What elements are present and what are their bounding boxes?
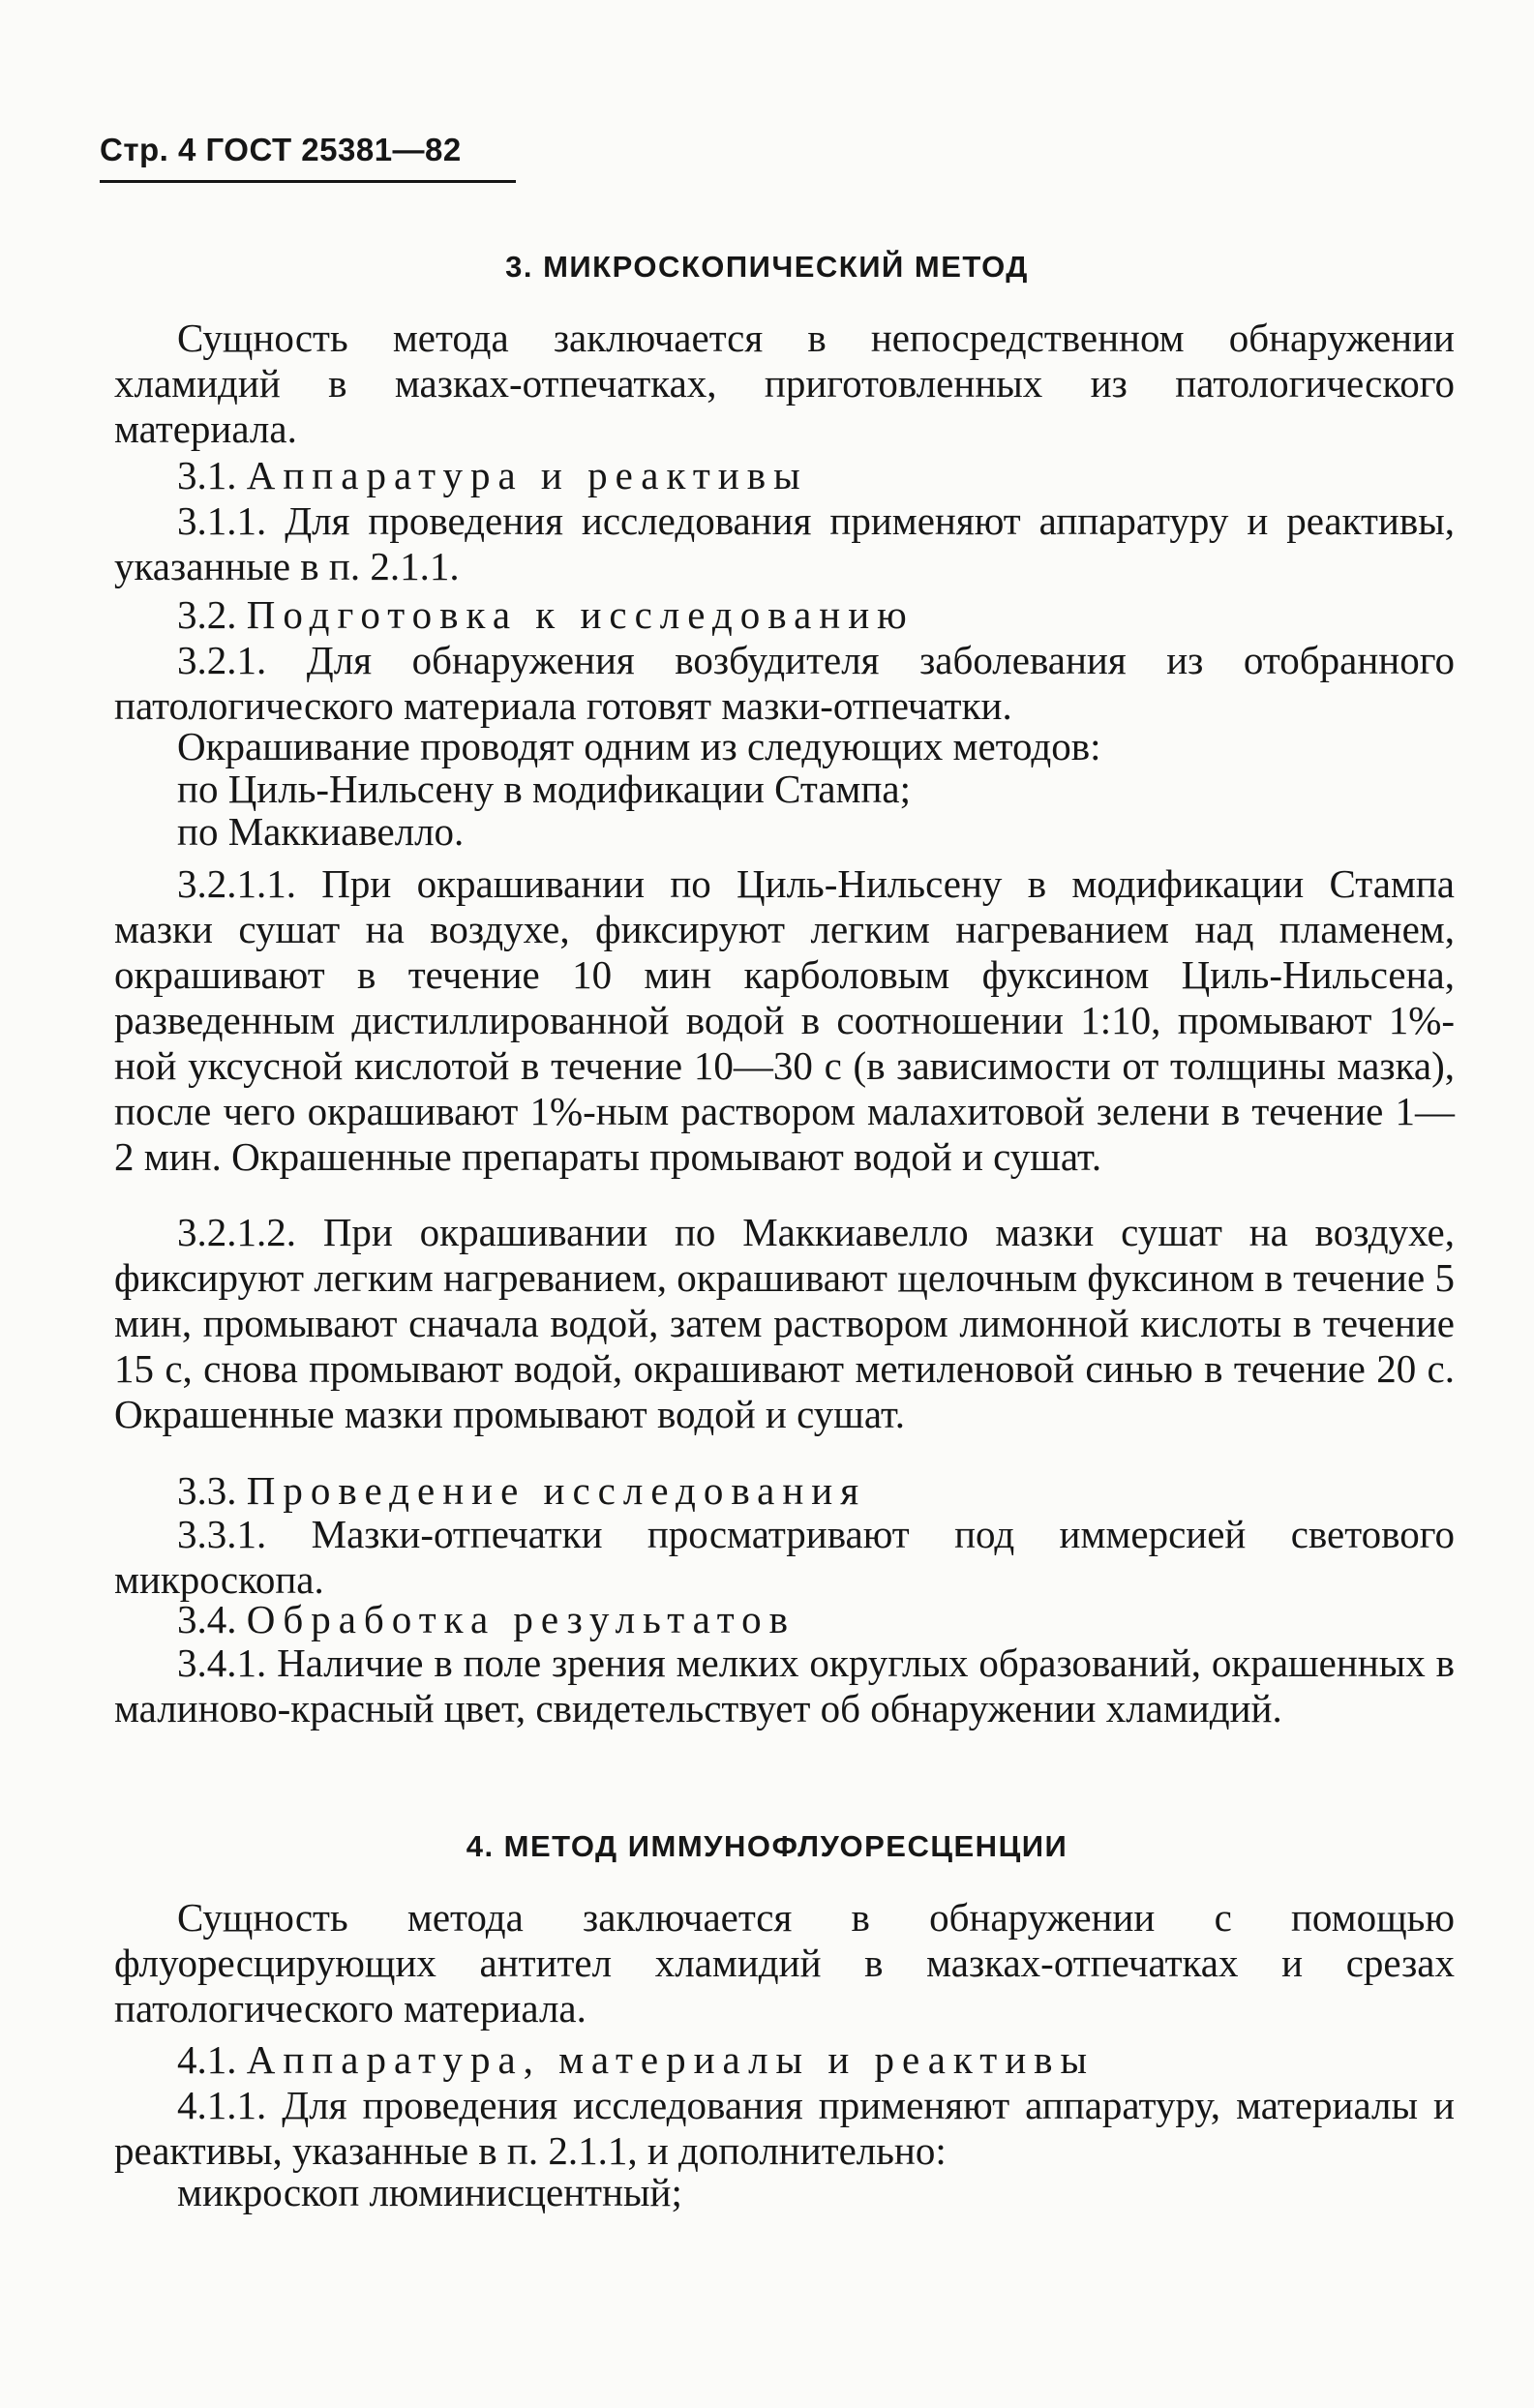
paragraph-3-1-1: 3.1.1. Для проведения исследования применяют аппаратуру и реактивы, указанные в п. 2.1.1.	[114, 498, 1455, 588]
subsection-4-1-label: Аппаратура, материалы и реактивы	[246, 2037, 1096, 2082]
subsection-3-4-title	[177, 1597, 796, 1642]
subsection-3-2-label: Подготовка к исследованию	[246, 592, 915, 637]
subsection-3-4-label: Обработка результатов	[246, 1597, 797, 1641]
page-header: Стр. 4 ГОСТ 25381—82	[100, 132, 516, 183]
equipment-item-1: микроскоп люминисцентный;	[177, 2170, 682, 2214]
section-4-intro: Сущность метода заключается в обнаружении с помощью флуоресцирующих антител хламидий в мазках-отпечатках и срезах патологического материала.	[114, 1895, 1455, 2031]
subsection-4-1-number: 4.1.	[177, 2037, 237, 2082]
subsection-3-3-title	[177, 1468, 866, 1514]
section-3-heading: 3. МИКРОСКОПИЧЕСКИЙ МЕТОД	[505, 250, 1029, 284]
staining-method-2: по Маккиавелло.	[177, 809, 465, 854]
subsection-4-1-title	[177, 2037, 1095, 2083]
subsection-3-3-label: Проведение исследования	[246, 1468, 867, 1513]
staining-intro: Окрашивание проводят одним из следующих методов:	[177, 724, 1101, 768]
paragraph-3-4-1: 3.4.1. Наличие в поле зрения мелких округлых образований, окрашенных в малиново-красный цвет, свидетельствует об обнаружении хламидий.	[114, 1640, 1455, 1731]
paragraph-3-2-1: 3.2.1. Для обнаружения возбудителя заболевания из отобранного патологического материала готовят мазки-отпечатки.	[114, 638, 1455, 728]
subsection-3-4-number: 3.4.	[177, 1597, 237, 1641]
paragraph-4-1-1: 4.1.1. Для проведения исследования применяют аппаратуру, материалы и реактивы, указанные в п. 2.1.1, и дополнительно:	[114, 2083, 1455, 2173]
subsection-3-1-title	[177, 453, 808, 498]
subsection-3-3-number: 3.3.	[177, 1468, 237, 1513]
section-3-intro: Сущность метода заключается в непосредственном обнаружении хламидий в мазках-отпечатках, приготовленных из патологического материала.	[114, 316, 1455, 451]
paragraph-3-3-1: 3.3.1. Мазки-отпечатки просматривают под иммерсией светового микроскопа.	[114, 1512, 1455, 1602]
paragraph-3-2-1-1: 3.2.1.1. При окрашивании по Циль-Нильсену в модификации Стампа мазки сушат на воздухе, фиксируют легким нагреванием над пламенем, окрашивают в течение 10 мин карболовым фуксином Циль-Нильсена, разведенным дистиллированной водой в соотношении 1:10, промывают 1%-ной уксусной кислотой в течение 10—30 с (в зависимости от толщины мазка), после чего окрашивают 1%-ным раствором малахитовой зелени в течение 1—2 мин. Окрашенные препараты промывают водой и сушат.	[114, 861, 1455, 1179]
section-4-heading: 4. МЕТОД ИММУНОФЛУОРЕСЦЕНЦИИ	[466, 1829, 1068, 1863]
subsection-3-2-number: 3.2.	[177, 592, 237, 637]
subsection-3-1-label: Аппаратура и реактивы	[246, 453, 808, 497]
subsection-3-1-number: 3.1.	[177, 453, 237, 497]
subsection-3-2-title	[177, 592, 915, 638]
staining-method-1: по Циль-Нильсену в модификации Стампа;	[177, 767, 911, 811]
paragraph-3-2-1-2: 3.2.1.2. При окрашивании по Маккиавелло мазки сушат на воздухе, фиксируют легким нагреванием, окрашивают щелочным фуксином в течение 5 мин, промывают сначала водой, затем раствором лимонной кислоты в течение 15 с, снова промывают водой, окрашивают метиленовой синью в течение 20 с. Окрашенные мазки промывают водой и сушат.	[114, 1210, 1455, 1436]
